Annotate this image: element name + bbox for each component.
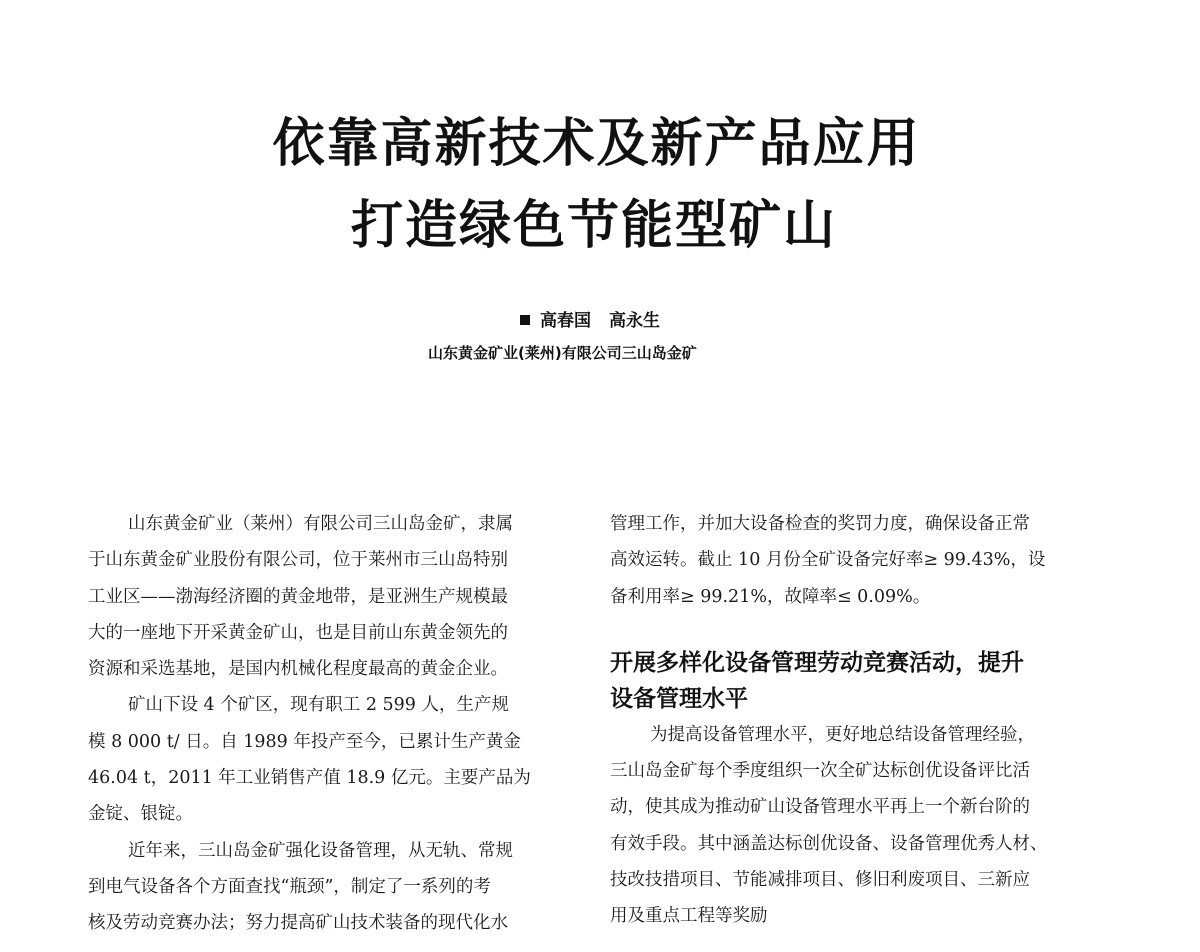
text-line: 矿山下设 4 个矿区，现有职工 2 599 人，生产规 xyxy=(128,695,509,716)
text-line: 大的一座地下开采黄金矿山，也是目前山东黄金领先的 xyxy=(88,622,508,643)
text-line: 山东黄金矿业（莱州）有限公司三山岛金矿，隶属 xyxy=(128,514,513,534)
author-name-2: 高永生 xyxy=(609,311,660,331)
text-line: 工业区——渤海经济圈的黄金地带，是亚洲生产规模最 xyxy=(88,586,508,607)
text-line: 三山岛金矿每个季度组织一次全矿达标创优设备评比活 xyxy=(610,761,1030,782)
left-paragraph-1 xyxy=(88,506,588,687)
text-line: 备利用率≥ 99.21%，故障率≤ 0.09%。 xyxy=(610,586,931,607)
text-line: 近年来，三山岛金矿强化设备管理，从无轨、常规 xyxy=(128,840,513,861)
text-line: 模 8 000 t/ 日。自 1989 年投产至今，已累计生产黄金 xyxy=(88,731,521,752)
text-line: 用及重点工程等奖励 xyxy=(610,906,768,927)
left-column xyxy=(88,506,588,942)
left-paragraph-3 xyxy=(88,833,588,942)
title-line-1: 依靠高新技术及新产品应用 xyxy=(272,114,921,174)
text-line: 到电气设备各个方面查找“瓶颈”，制定了一系列的考 xyxy=(88,876,491,897)
author-byline xyxy=(520,306,660,331)
text-line: 动，使其成为推动矿山设备管理水平再上一个新台阶的 xyxy=(610,797,1030,818)
author-affiliation: 山东黄金矿业(莱州)有限公司三山岛金矿 xyxy=(428,344,697,362)
section-heading xyxy=(610,645,1110,717)
text-line: 46.04 t，2011 年工业销售产值 18.9 亿元。主要产品为 xyxy=(88,768,531,789)
text-line: 有效手段。其中涵盖达标创优设备、设备管理优秀人材、 xyxy=(610,833,1048,854)
right-paragraph-2 xyxy=(610,717,1110,935)
text-line: 金锭、银锭。 xyxy=(88,804,193,825)
text-line: 技改技措项目、节能减排项目、修旧利废项目、三新应 xyxy=(610,870,1030,891)
text-line: 于山东黄金矿业股份有限公司，位于莱州市三山岛特别 xyxy=(88,550,508,571)
heading-line-1: 开展多样化设备管理劳动竞赛活动，提升 xyxy=(610,649,1024,676)
text-line: 高效运转。截止 10 月份全矿设备完好率≥ 99.43%，设 xyxy=(610,550,1046,571)
heading-line-2: 设备管理水平 xyxy=(610,685,748,712)
square-bullet-icon xyxy=(520,315,530,325)
text-line: 资源和采选基地，是国内机械化程度最高的黄金企业。 xyxy=(88,659,508,680)
author-name-1: 高春国 xyxy=(540,311,591,331)
right-paragraph-1 xyxy=(610,506,1110,615)
article-title xyxy=(0,114,1200,256)
text-line: 管理工作，并加大设备检查的奖罚力度，确保设备正常 xyxy=(610,514,1030,534)
left-paragraph-2 xyxy=(88,687,588,832)
text-line: 为提高设备管理水平，更好地总结设备管理经验， xyxy=(650,724,1035,745)
text-line: 核及劳动竞赛办法；努力提高矿山技术装备的现代化水 xyxy=(88,913,508,934)
title-line-2: 打造绿色节能型矿山 xyxy=(350,196,837,256)
right-column xyxy=(610,506,1110,935)
